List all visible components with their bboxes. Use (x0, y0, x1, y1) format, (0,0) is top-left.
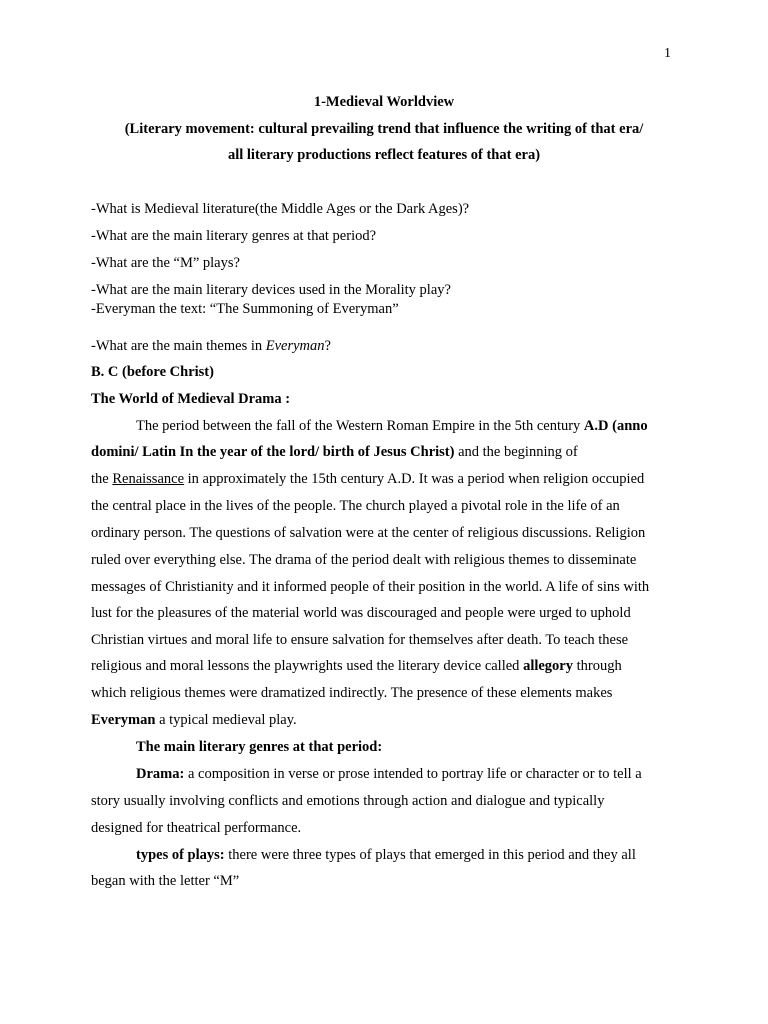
question-item: -What is Medieval literature(the Middle Ages or the Dark Ages)? (91, 201, 470, 217)
paragraph-line (91, 658, 622, 675)
paragraph-text: through (573, 658, 622, 674)
definition-line: story usually involving conflicts and emotions through action and dialogue and typically (91, 793, 605, 809)
paragraph-text: the (91, 471, 113, 487)
paragraph-line: which religious themes were dramatized indirectly. The presence of these elements makes (91, 685, 613, 701)
paragraph-text: in approximately the 15th century A.D. It was a period when religion occupied (184, 471, 645, 487)
document-subtitle-line-1: (Literary movement: cultural prevailing trend that influence the writing of that era/ (124, 121, 644, 137)
paragraph-text: religious and moral lessons the playwrights used the literary device called (91, 658, 524, 674)
paragraph-bold-text: domini/ Latin In the year of the lord/ birth of Jesus Christ) (91, 444, 455, 460)
definition-line: designed for theatrical performance. (91, 820, 302, 836)
document-title: 1-Medieval Worldview (313, 94, 455, 110)
paragraph-line: ordinary person. The questions of salvation were at the center of religious discussions. Religion (91, 525, 646, 541)
paragraph-text: a typical medieval play. (155, 712, 297, 728)
question-item (91, 338, 331, 355)
definition-line: began with the letter “M” (91, 873, 240, 889)
definition-label: types of plays: (136, 847, 225, 863)
paragraph-text: and the beginning of (454, 444, 578, 460)
question-item: -What are the “M” plays? (91, 255, 240, 271)
question-item: -Everyman the text: “The Summoning of Everyman” (91, 301, 399, 317)
page-number: 1 (664, 46, 671, 61)
definition-text: there were three types of plays that emerged in this period and they all (224, 847, 636, 863)
definition-line (136, 766, 642, 783)
paragraph-bold-text: Everyman (91, 712, 156, 728)
question-item: -What are the main literary devices used in the Morality play? (91, 282, 451, 298)
definition-text: a composition in verse or prose intended to portray life or character or to tell a (184, 766, 642, 782)
definition-label: Drama: (136, 766, 185, 782)
renaissance-link[interactable]: Renaissance (112, 471, 185, 487)
paragraph-line (136, 418, 648, 435)
paragraph-bold-text: allegory (523, 658, 573, 674)
paragraph-line: the central place in the lives of the people. The church played a pivotal role in the life of an (91, 498, 620, 514)
paragraph-line (91, 471, 644, 488)
italic-title: Everyman (265, 338, 325, 354)
question-text: -What are the main themes in (91, 338, 266, 354)
paragraph-line (91, 444, 578, 461)
paragraph-line: lust for the pleasures of the material world was discouraged and people were urged to uphold (91, 605, 631, 621)
question-text: ? (324, 338, 331, 354)
paragraph-text: The period between the fall of the Western Roman Empire in the 5th century (136, 418, 584, 434)
definition-line (136, 847, 636, 864)
paragraph-bold-text: A.D (anno (583, 418, 648, 434)
document-subtitle-line-2: all literary productions reflect features of that era) (227, 147, 541, 163)
section-heading: The World of Medieval Drama : (91, 391, 291, 407)
paragraph-line (91, 712, 297, 729)
paragraph-line: Christian virtues and moral life to ensure salvation for themselves after death. To teach these (91, 632, 629, 648)
paragraph-line: ruled over everything else. The drama of the period dealt with religious themes to disseminate (91, 552, 637, 568)
section-heading: The main literary genres at that period: (136, 739, 383, 755)
paragraph-line: messages of Christianity and it informed people of their position in the world. A life of sins with (91, 579, 650, 595)
section-heading: B. C (before Christ) (91, 364, 214, 380)
question-item: -What are the main literary genres at that period? (91, 228, 377, 244)
